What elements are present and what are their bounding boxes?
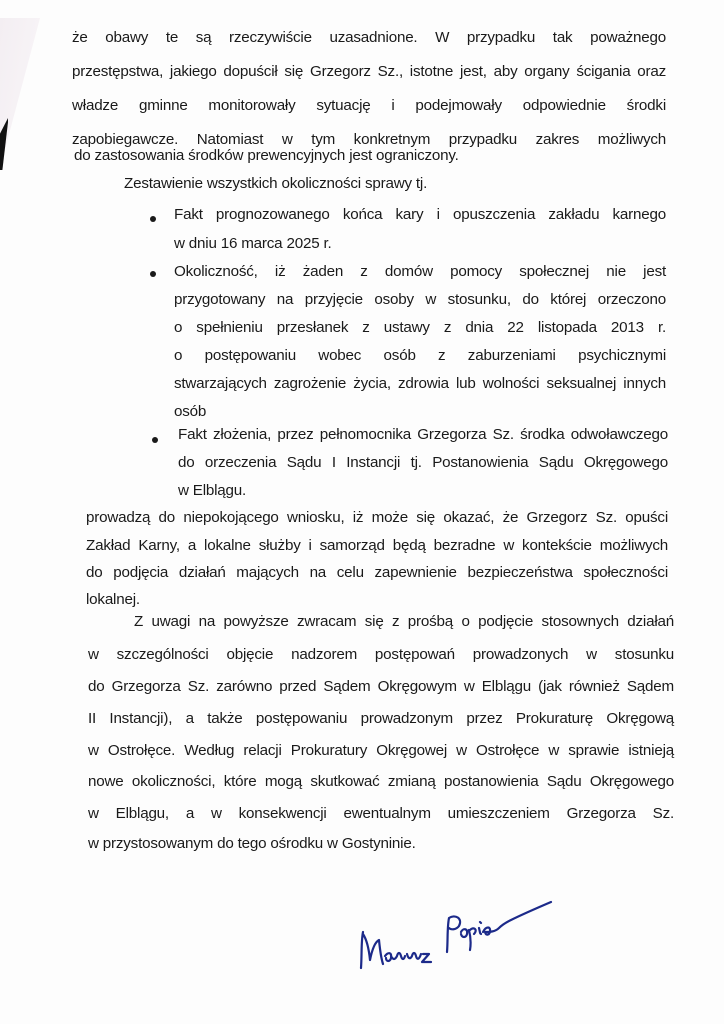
text-line: Zakład Karny, a lokalne służby i samorząd będą bezradne w kontekście możliwych <box>86 537 668 554</box>
text-line: do podjęcia działań mających na celu zapewnienie bezpieczeństwa społeczności <box>86 564 668 581</box>
text-line: że obawy te są rzeczywiście uzasadnione. W przypadku tak poważnego <box>72 29 666 46</box>
text-line: przestępstwa, jakiego dopuścił się Grzegorz Sz., istotne jest, aby organy ścigania oraz <box>72 63 666 80</box>
text-line: w dniu 16 marca 2025 r. <box>174 235 332 252</box>
text-line: w Elblągu, a w konsekwencji ewentualnym umieszczeniem Grzegorza Sz. <box>88 805 674 822</box>
text-line: w szczególności objęcie nadzorem postępowań prowadzonych w stosunku <box>88 646 674 663</box>
text-line: o postępowaniu wobec osób z zaburzeniami psychicznymi <box>174 347 666 364</box>
text-line: Fakt prognozowanego końca kary i opuszczenia zakładu karnego <box>174 206 666 223</box>
text-line: stwarzających zagrożenie życia, zdrowia lub wolności seksualnej innych <box>174 375 666 392</box>
text-line: w Elblągu. <box>178 482 247 499</box>
summary-intro: Zestawienie wszystkich okoliczności sprawy tj. <box>124 175 428 192</box>
text-line: nowe okoliczności, które mogą skutkować zmianą postanowienia Sądu Okręgowego <box>88 773 674 790</box>
text-line: władze gminne monitorowały sytuację i podejmowały odpowiednie środki <box>72 97 666 114</box>
text-line: lokalnej. <box>86 591 140 608</box>
text-line: w Ostrołęce. Według relacji Prokuratury Okręgowej w Ostrołęce w sprawie istnieją <box>88 742 674 759</box>
text-line: osób <box>174 403 207 420</box>
text-line: do zastosowania środków prewencyjnych jest ograniczony. <box>74 147 459 164</box>
text-line: do Grzegorza Sz. zarówno przed Sądem Okręgowym w Elblągu (jak również Sądem <box>88 678 674 695</box>
text-line: do orzeczenia Sądu I Instancji tj. Postanowienia Sądu Okręgowego <box>178 454 668 471</box>
bullet-icon <box>150 216 156 222</box>
text-line: prowadzą do niepokojącego wniosku, iż może się okazać, że Grzegorz Sz. opuści <box>86 509 668 526</box>
text-line: przygotowany na przyjęcie osoby w stosunku, do której orzeczono <box>174 291 666 308</box>
text-line: zapobiegawcze. Natomiast w tym konkretnym przypadku zakres możliwych <box>72 131 666 148</box>
bullet-icon <box>152 437 158 443</box>
bullet-icon <box>150 271 156 277</box>
text-line: II Instancji), a także postępowaniu prowadzonym przez Prokuraturę Okręgową <box>88 710 674 727</box>
text-line: Okoliczność, iż żaden z domów pomocy społecznej nie jest <box>174 263 666 280</box>
page-edge-shadow <box>0 18 40 168</box>
text-line: o spełnieniu przesłanek z ustawy z dnia 22 listopada 2013 r. <box>174 319 666 336</box>
text-line: Z uwagi na powyższe zwracam się z prośbą o podjęcie stosownych działań <box>134 613 674 630</box>
signature-image <box>355 880 565 980</box>
text-line: Fakt złożenia, przez pełnomocnika Grzegorza Sz. środka odwoławczego <box>178 426 668 443</box>
text-line: w przystosowanym do tego ośrodku w Gostyninie. <box>88 835 416 852</box>
